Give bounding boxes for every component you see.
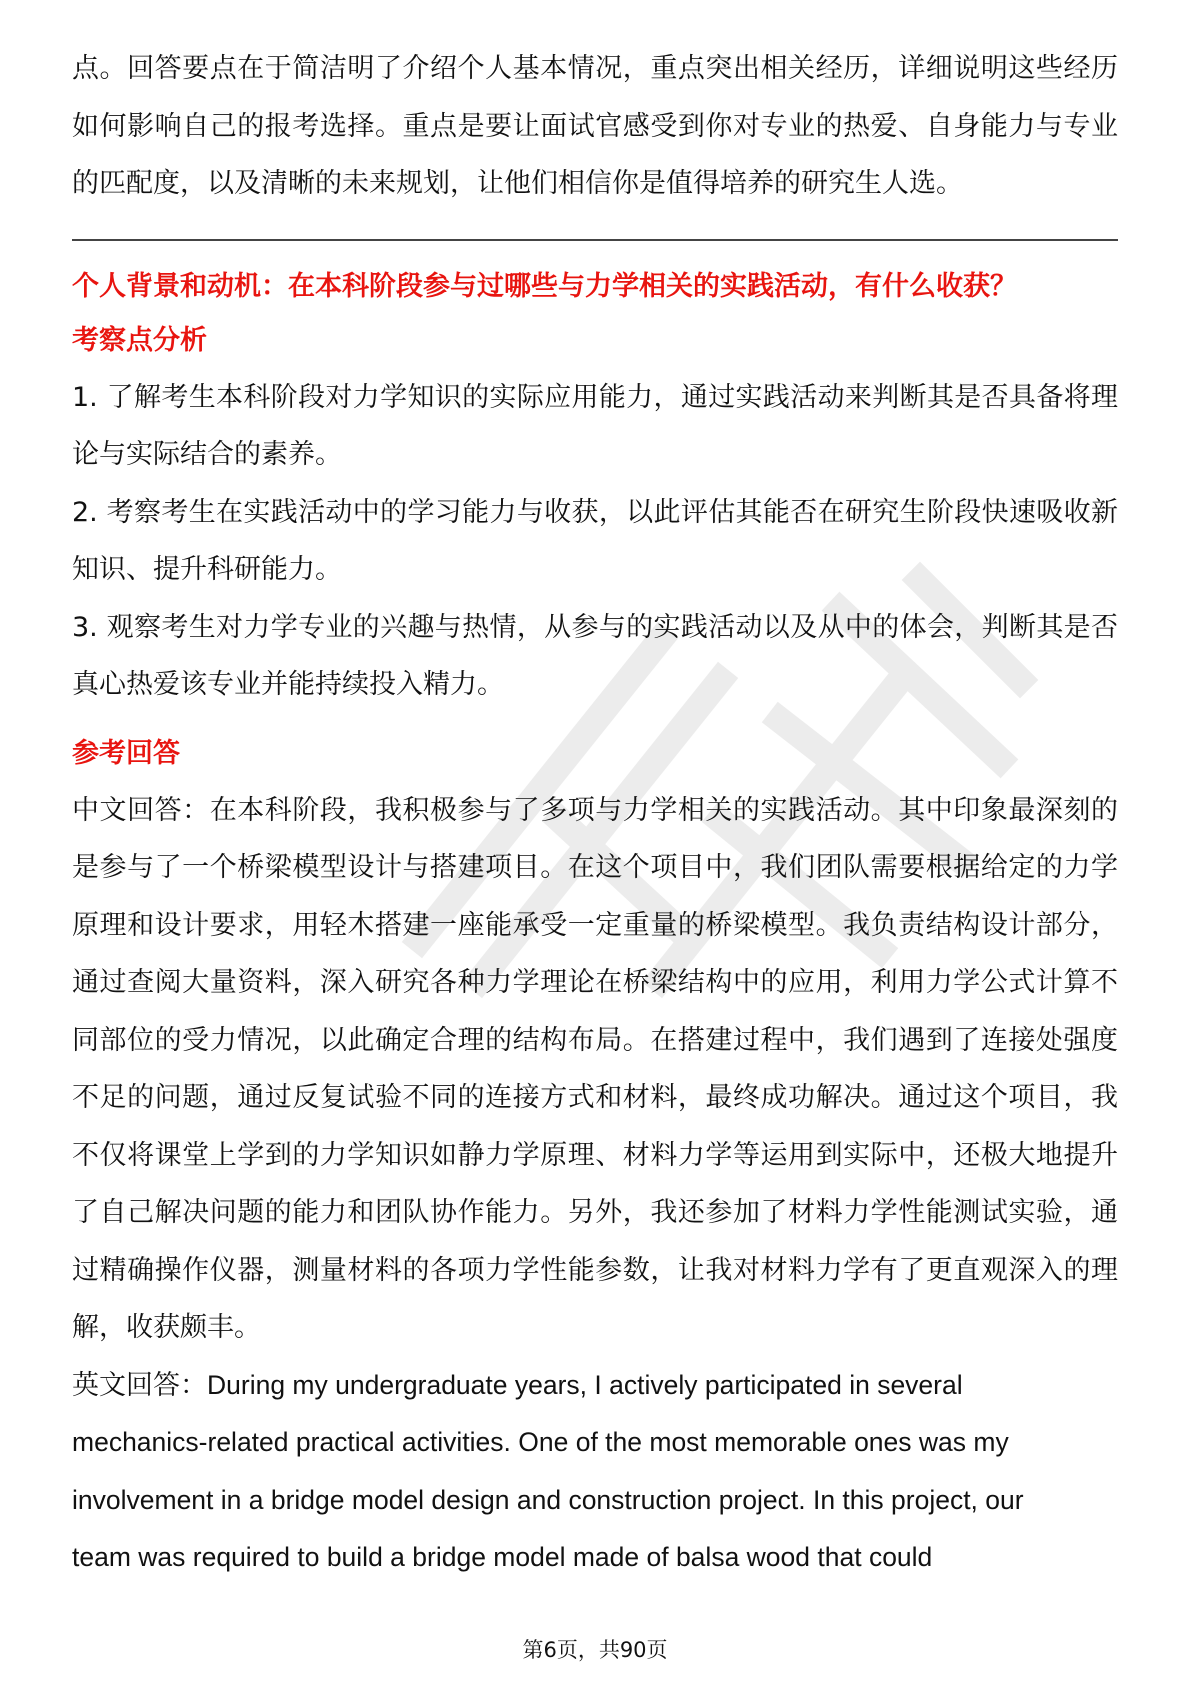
analysis-heading: 考察点分析 [72,324,207,356]
english-answer-line-2: mechanics-related practical activities. One of the most memorable ones was my [72,1427,1009,1457]
english-answer-label: 英文回答： [72,1369,207,1401]
section-divider [72,239,1118,241]
page-number-footer: 第6页，共90页 [522,1638,668,1662]
english-answer [72,1357,1118,1587]
english-answer-line-1: 英文回答：During my undergraduate years, I actively participated in several [72,1369,963,1401]
english-answer-line-3: involvement in a bridge model design and construction project. In this project, our [72,1484,1024,1515]
question-title: 个人背景和动机：在本科阶段参与过哪些与力学相关的实践活动，有什么收获？ [72,270,1017,302]
intro-paragraph: 点。回答要点在于简洁明了介绍个人基本情况，重点突出相关经历，详细说明这些经历如何影响自己的报考选择。重点是要让面试官感受到你对专业的热爱、自身能力与专业的匹配度，以及清晰的未来规划，让他们相信你是值得培养的研究生人选。 [72,53,1118,199]
analysis-item-2: 2. 考察考生在实践活动中的学习能力与收获，以此评估其能否在研究生阶段快速吸收新知识、提升科研能力。 [72,496,1118,585]
analysis-item-3: 3. 观察考生对力学专业的兴趣与热情，从参与的实践活动以及从中的体会，判断其是否真心热爱该专业并能持续投入精力。 [72,611,1118,700]
chinese-answer: 中文回答：在本科阶段，我积极参与了多项与力学相关的实践活动。其中印象最深刻的是参与了一个桥梁模型设计与搭建项目。在这个项目中，我们团队需要根据给定的力学原理和设计要求，用轻木搭建一座能承受一定重量的桥梁模型。我负责结构设计部分，通过查阅大量资料，深入研究各种力学理论在桥梁结构中的应用，利用力学公式计算不同部位的受力情况，以此确定合理的结构布局。在搭建过程中，我们遇到了连接处强度不足的问题，通过反复试验不同的连接方式和材料，最终成功解决。通过这个项目，我不仅将课堂上学到的力学知识如静力学原理、材料力学等运用到实际中，还极大地提升了自己解决问题的能力和团队协作能力。另外，我还参加了材料力学性能测试实验，通过精确操作仪器，测量材料的各项力学性能参数，让我对材料力学有了更直观深入的理解，收获颇丰。 [72,794,1118,1343]
analysis-item-1: 1. 了解考生本科阶段对力学知识的实际应用能力，通过实践活动来判断其是否具备将理论与实际结合的素养。 [72,381,1118,470]
page-content [72,40,1118,1587]
english-answer-line-4: team was required to build a bridge model made of balsa wood that could [72,1542,933,1572]
reference-heading: 参考回答 [72,737,180,769]
